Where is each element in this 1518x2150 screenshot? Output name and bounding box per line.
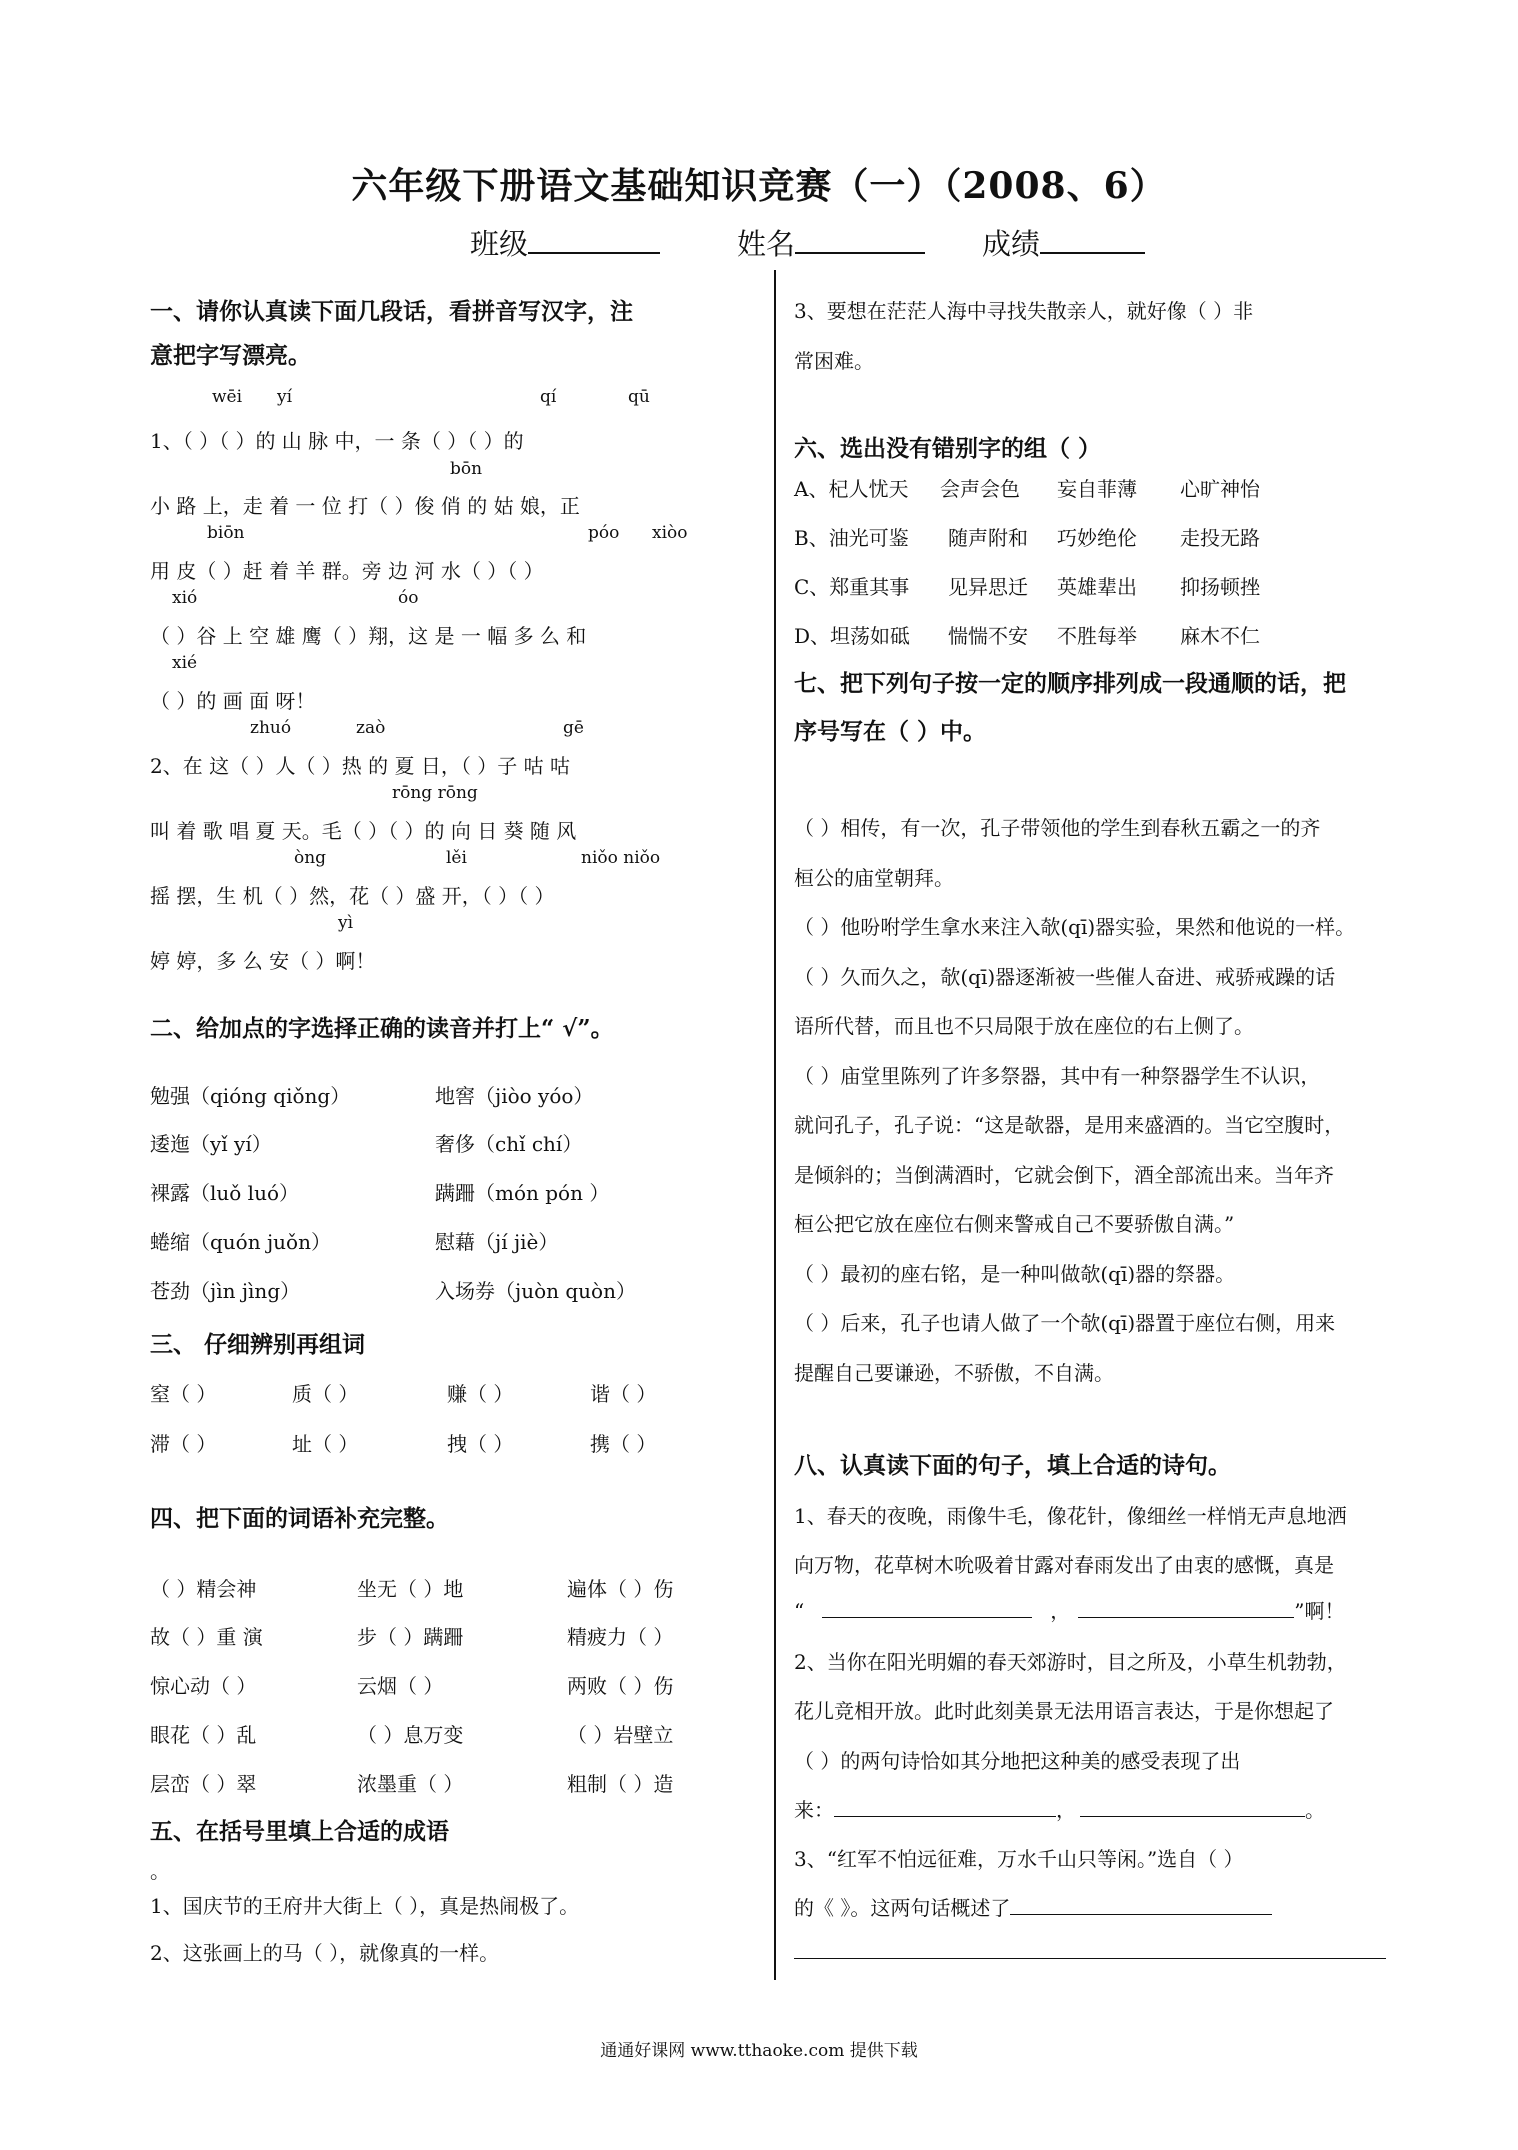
idiom-item: 眼花（ ）乱 (150, 1723, 257, 1747)
pinyin: biōn (207, 523, 245, 543)
option-b-word: 随声附和 (948, 526, 1028, 550)
class-field: 班级 (470, 222, 660, 263)
word-item: 赚（ ） (447, 1382, 514, 1406)
reading-item: 逶迤（yǐ yí） (150, 1132, 272, 1156)
pinyin: xié (172, 653, 198, 673)
sentence-line: （ ）最初的座右铭，是一种叫做欹(qī)器的祭器。 (794, 1262, 1236, 1286)
pinyin: rōng rōng (392, 783, 478, 803)
section5-heading: 五、在括号里填上合适的成语 (150, 1818, 449, 1845)
sentence-line: 语所代替，而且也不只局限于放在座位的右上侧了。 (794, 1014, 1254, 1038)
option-a-word: 心旷神怡 (1180, 477, 1260, 501)
section6-heading: 六、选出没有错别字的组（ ） (794, 435, 1102, 462)
idiom-question: 1、国庆节的王府井大街上（ ），真是热闹极了。 (150, 1894, 580, 1918)
sentence-line: （ ）相传，有一次，孔子带领他的学生到春秋五霸之一的齐 (794, 816, 1321, 840)
section4-heading: 四、把下面的词语补充完整。 (150, 1505, 449, 1532)
word-item: 谐（ ） (590, 1382, 657, 1406)
pinyin: lěi (446, 848, 467, 868)
sentence-line: （ ）后来，孔子也请人做了一个欹(qī)器置于座位右侧，用来 (794, 1311, 1336, 1335)
passage-line: 2、在 这（ ）人（ ）热 的 夏 日，（ ）子 咕 咕 (150, 754, 570, 778)
reading-item: 裸露（luǒ luó） (150, 1181, 299, 1205)
section3-heading: 三、 仔细辨别再组词 (150, 1331, 366, 1358)
name-blank[interactable] (795, 226, 925, 254)
option-b: B、油光可鉴 (794, 526, 909, 550)
pinyin: qū (628, 387, 650, 407)
option-c-word: 见异思迁 (948, 575, 1028, 599)
option-c-word: 抑扬顿挫 (1180, 575, 1260, 599)
pinyin: gē (563, 718, 584, 738)
section8-heading: 八、认真读下面的句子，填上合适的诗句。 (794, 1452, 1231, 1479)
sentence-line: 桓公把它放在座位右侧来警戒自己不要骄傲自满。” (794, 1212, 1235, 1236)
verse-blank-4[interactable] (1080, 1798, 1305, 1817)
pinyin: póo (588, 523, 620, 543)
pinyin: zhuó (250, 718, 292, 738)
verse-blank-2[interactable] (1078, 1599, 1294, 1618)
pinyin: qí (540, 387, 557, 407)
idiom-item: （ ）精会神 (150, 1577, 257, 1601)
poem-question-line: （ ）的两句诗恰如其分地把这种美的感受表现了出 (794, 1749, 1241, 1773)
option-a: A、杞人忧天 (794, 477, 909, 501)
poem-answer-line: 来： ， 。 (794, 1798, 1325, 1822)
pinyin: wēi (212, 387, 243, 407)
idiom-item: 步（ ）蹒跚 (357, 1625, 464, 1649)
stray-period: 。 (150, 1859, 170, 1883)
section1-heading-cont: 意把字写漂亮。 (150, 342, 311, 369)
section7-heading-cont: 序号写在（ ）中。 (794, 718, 987, 745)
passage-line: （ ）的 画 面 呀！ (150, 689, 316, 713)
score-blank[interactable] (1040, 226, 1145, 254)
section7-heading: 七、把下列句子按一定的顺序排列成一段通顺的话，把 (794, 670, 1346, 697)
sentence-line: 提醒自己要谦逊，不骄傲，不自满。 (794, 1361, 1114, 1385)
name-field: 姓名 (737, 222, 925, 263)
pinyin: óo (398, 588, 419, 608)
pinyin: yì (338, 913, 354, 933)
option-b-word: 巧妙绝伦 (1057, 526, 1137, 550)
sentence-line: 是倾斜的；当倒满酒时，它就会倒下，酒全部流出来。当年齐 (794, 1163, 1334, 1187)
idiom-item: 精疲力（ ） (567, 1625, 674, 1649)
idiom-item: 云烟（ ） (357, 1674, 444, 1698)
verse-blank-1[interactable] (822, 1599, 1032, 1618)
reading-item: 地窖（jiòo yóo） (435, 1084, 594, 1108)
footer-credit: 通通好课网 www.tthaoke.com 提供下载 (600, 2041, 918, 2061)
sentence-line: （ ）他吩咐学生拿水来注入欹(qī)器实验，果然和他说的一样。 (794, 915, 1356, 939)
idiom-question-cont: 常困难。 (794, 349, 874, 373)
idiom-item: 粗制（ ）造 (567, 1772, 674, 1796)
option-c: C、郑重其事 (794, 575, 910, 599)
column-divider (774, 270, 776, 1980)
idiom-item: 层峦（ ）翠 (150, 1772, 257, 1796)
option-d-word: 麻木不仁 (1180, 624, 1260, 648)
idiom-item: 遍体（ ）伤 (567, 1577, 674, 1601)
pinyin: òng (294, 848, 327, 868)
option-d-word: 惴惴不安 (948, 624, 1028, 648)
pinyin: bōn (450, 459, 483, 479)
section2-heading: 二、给加点的字选择正确的读音并打上“ √”。 (150, 1015, 614, 1042)
reading-item: 勉强（qióng qiǒng） (150, 1084, 351, 1108)
poem-question-line: 花儿竞相开放。此时此刻美景无法用语言表达，于是你想起了 (794, 1699, 1334, 1723)
idiom-item: （ ）息万变 (357, 1723, 464, 1747)
pinyin: xiòo (652, 523, 688, 543)
class-blank[interactable] (528, 226, 660, 254)
pinyin: zaò (356, 718, 386, 738)
sentence-line: （ ）庙堂里陈列了许多祭器，其中有一种祭器学生不认识， (794, 1064, 1321, 1088)
option-d: D、坦荡如砥 (794, 624, 911, 648)
idiom-item: （ ）岩壁立 (567, 1723, 674, 1747)
reading-item: 奢侈（chǐ chí） (435, 1132, 583, 1156)
idiom-question: 3、要想在茫茫人海中寻找失散亲人，就好像（ ）非 (794, 299, 1254, 323)
reading-item: 慰藉（jí jiè） (435, 1230, 559, 1254)
poem-answer-line: “ ， ”啊！ (794, 1599, 1345, 1623)
option-b-word: 走投无路 (1180, 526, 1260, 550)
idiom-question: 2、这张画上的马（ ），就像真的一样。 (150, 1941, 500, 1965)
answer-rule[interactable] (794, 1958, 1386, 1959)
option-a-word: 妄自菲薄 (1057, 477, 1137, 501)
reading-item: 入场券（juòn quòn） (435, 1279, 636, 1303)
idiom-item: 故（ ）重 演 (150, 1625, 263, 1649)
passage-line: 婷 婷，多 么 安（ ）啊！ (150, 949, 376, 973)
poem-answer-line: 的《 》。这两句话概述了 (794, 1892, 1272, 1921)
pinyin: niǒo niǒo (581, 848, 661, 868)
option-c-word: 英雄辈出 (1057, 575, 1137, 599)
reading-item: 蜷缩（quón juǒn） (150, 1230, 331, 1254)
word-item: 携（ ） (590, 1432, 657, 1456)
word-item: 窒（ ） (150, 1382, 217, 1406)
pinyin: xió (172, 588, 198, 608)
passage-line: 1、（ ）（ ）的 山 脉 中，一 条（ ）（ ）的 (150, 429, 524, 453)
option-a-word: 会声会色 (940, 477, 1020, 501)
poem-question-line: 向万物，花草树木吮吸着甘露对春雨发出了由衷的感慨，真是 (794, 1553, 1334, 1577)
poem-question-line: 3、“红军不怕远征难，万水千山只等闲。”选自（ ） (794, 1847, 1244, 1871)
pinyin: yí (277, 387, 293, 407)
idiom-item: 坐无（ ）地 (357, 1577, 464, 1601)
poem-question-line: 2、当你在阳光明媚的春天郊游时，目之所及，小草生机勃勃， (794, 1650, 1347, 1674)
option-d-word: 不胜每举 (1057, 624, 1137, 648)
reading-item: 蹒跚（món pón ） (435, 1181, 610, 1205)
sentence-line: 桓公的庙堂朝拜。 (794, 866, 954, 890)
passage-line: 摇 摆，生 机（ ）然，花（ ）盛 开，（ ）（ ） (150, 884, 555, 908)
sentence-line: （ ）久而久之，欹(qī)器逐渐被一些催人奋进、戒骄戒躁的话 (794, 965, 1336, 989)
summary-blank[interactable] (1010, 1896, 1272, 1915)
word-item: 质（ ） (292, 1382, 359, 1406)
passage-line: 用 皮（ ）赶 着 羊 群。旁 边 河 水（ ）（ ） (150, 559, 544, 583)
idiom-item: 惊心动（ ） (150, 1674, 257, 1698)
reading-item: 苍劲（jìn jìng） (150, 1279, 301, 1303)
passage-line: 小 路 上，走 着 一 位 打（ ）俊 俏 的 姑 娘，正 (150, 494, 580, 518)
word-item: 拽（ ） (447, 1432, 514, 1456)
idiom-item: 浓墨重（ ） (357, 1772, 464, 1796)
idiom-item: 两败（ ）伤 (567, 1674, 674, 1698)
section1-heading: 一、请你认真读下面几段话，看拼音写汉字，注 (150, 298, 633, 325)
passage-line: （ ）谷 上 空 雄 鹰（ ）翔，这 是 一 幅 多 么 和 (150, 624, 587, 648)
word-item: 址（ ） (292, 1432, 359, 1456)
sentence-line: 就问孔子，孔子说：“这是欹器，是用来盛酒的。当它空腹时， (794, 1113, 1345, 1137)
page-title: 六年级下册语文基础知识竞赛（一）（2008、6） (351, 165, 1167, 207)
verse-blank-3[interactable] (834, 1798, 1056, 1817)
word-item: 滞（ ） (150, 1432, 217, 1456)
passage-line: 叫 着 歌 唱 夏 天。毛（ ）（ ）的 向 日 葵 随 风 (150, 819, 577, 843)
score-field: 成绩 (982, 222, 1145, 263)
poem-question-line: 1、春天的夜晚，雨像牛毛，像花针，像细丝一样悄无声息地洒 (794, 1504, 1347, 1528)
